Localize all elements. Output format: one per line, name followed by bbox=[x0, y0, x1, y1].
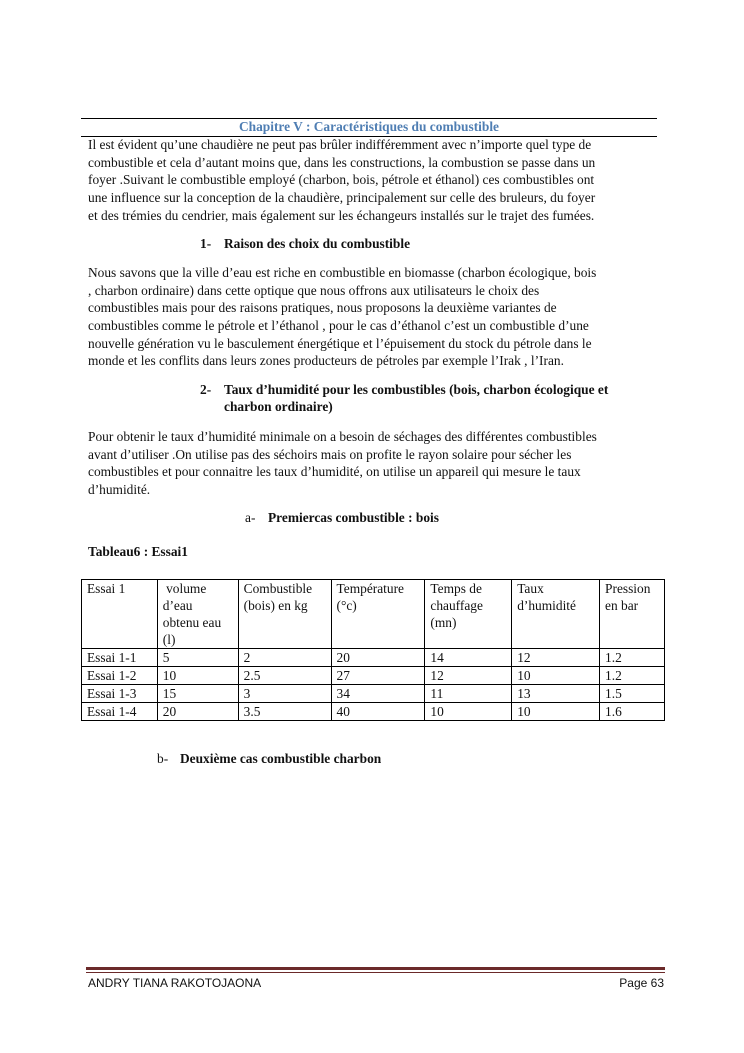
header-line: chauffage bbox=[430, 598, 483, 613]
table-cell: 1.6 bbox=[600, 703, 665, 721]
table-cell: 15 bbox=[157, 685, 238, 703]
footer-rule-thick bbox=[86, 967, 665, 970]
table-header-cell bbox=[425, 580, 512, 649]
header-line: Taux bbox=[517, 581, 544, 596]
table-cell: 1.2 bbox=[600, 649, 665, 667]
table-cell: 3 bbox=[238, 685, 331, 703]
paragraph-line: , charbon ordinaire) dans cette optique que nous offrons aux utilisateurs le choix des bbox=[88, 282, 540, 298]
table-cell: 10 bbox=[157, 667, 238, 685]
paragraph-line: d’humidité. bbox=[88, 482, 151, 498]
paragraph-line: foyer .Suivant le combustible employé (charbon, bois, pétrole et éthanol) ces combustibles ont bbox=[88, 172, 595, 188]
table-row bbox=[82, 649, 665, 667]
table-cell: 2 bbox=[238, 649, 331, 667]
paragraph-line: avant d’utiliser .On utilise pas des séchoirs mais on profite le rayon solaire pour sécher les bbox=[88, 446, 572, 462]
table-header-cell bbox=[82, 580, 158, 649]
subheading-b-number: b- bbox=[157, 751, 169, 766]
header-line: Essai 1 bbox=[87, 581, 126, 596]
paragraph-line: Nous savons que la ville d’eau est riche en combustible en biomasse (charbon écologique, bois bbox=[88, 265, 597, 280]
paragraph-line: combustibles et pour connaitre les taux d’humidité, on utilise un appareil qui mesure le taux bbox=[88, 464, 581, 480]
table-header-cell bbox=[157, 580, 238, 649]
table-row bbox=[82, 685, 665, 703]
table-header-cell bbox=[512, 580, 600, 649]
table-header-cell bbox=[331, 580, 425, 649]
table-row bbox=[82, 703, 665, 721]
table-cell: 1.2 bbox=[600, 667, 665, 685]
essai-table bbox=[81, 579, 665, 721]
subheading-a: Premiercas combustible : bois bbox=[268, 510, 439, 525]
paragraph-line: combustible et cela d’autant moins que, dans les constructions, la combustion se passe dans un bbox=[88, 154, 596, 170]
table-cell: 5 bbox=[157, 649, 238, 667]
paragraph-choice bbox=[88, 264, 658, 370]
table-cell: 14 bbox=[425, 649, 512, 667]
table-cell: 34 bbox=[331, 685, 425, 703]
paragraph-line: et des trémies du cendrier, mais également sur les échangeurs installés sur le trajet des fumées. bbox=[88, 207, 595, 223]
paragraph-intro bbox=[88, 136, 658, 224]
header-line: (°c) bbox=[336, 598, 357, 613]
table-cell: 12 bbox=[512, 649, 600, 667]
table-header-cell bbox=[600, 580, 665, 649]
header-line: (l) bbox=[162, 632, 176, 647]
table-header-row bbox=[82, 580, 665, 649]
footer-page-number: Page 63 bbox=[619, 976, 664, 990]
header-line: Pression bbox=[605, 581, 651, 596]
paragraph-line: combustibles mais pour des raisons pratiques, nous proposons la deuxième variantes de bbox=[88, 300, 557, 316]
paragraph-line: Il est évident qu’une chaudière ne peut pas brûler indifféremment avec n’importe quel type de bbox=[88, 137, 592, 152]
paragraph-humidity bbox=[88, 428, 658, 499]
table-cell: Essai 1-1 bbox=[82, 649, 158, 667]
table-row bbox=[82, 667, 665, 685]
table-cell: 10 bbox=[512, 703, 600, 721]
header-line: (bois) en kg bbox=[243, 598, 308, 613]
table-cell: 3.5 bbox=[238, 703, 331, 721]
heading-2-number: 2- bbox=[200, 382, 212, 397]
table-cell: Essai 1-3 bbox=[82, 685, 158, 703]
paragraph-line: une influence sur la conception de la chaudière, principalement sur celle des bruleurs, du foyer bbox=[88, 190, 596, 206]
table-cell: Essai 1-2 bbox=[82, 667, 158, 685]
table-cell: 13 bbox=[512, 685, 600, 703]
table-cell: 10 bbox=[425, 703, 512, 721]
table-cell: 10 bbox=[512, 667, 600, 685]
header-line: Combustible bbox=[243, 581, 313, 596]
header-line: d’humidité bbox=[517, 598, 576, 613]
table-cell: 20 bbox=[331, 649, 425, 667]
paragraph-line: monde et les conflits dans leurs zones producteurs de pétroles par exemple l’Irak , l’Iran. bbox=[88, 353, 564, 369]
table-header-cell bbox=[238, 580, 331, 649]
footer-author: ANDRY TIANA RAKOTOJAONA bbox=[88, 976, 262, 990]
header-line: Température bbox=[336, 581, 404, 596]
header-line: (mn) bbox=[430, 615, 457, 630]
heading-2-line2: charbon ordinaire) bbox=[224, 399, 333, 414]
header-line: obtenu eau bbox=[162, 615, 222, 630]
header-line: en bar bbox=[605, 598, 639, 613]
heading-1-number: 1- bbox=[200, 236, 212, 251]
table-cell: 20 bbox=[157, 703, 238, 721]
footer-rule-thin bbox=[86, 972, 665, 973]
subheading-a-number: a- bbox=[245, 510, 256, 525]
table-cell: 2.5 bbox=[238, 667, 331, 685]
table-cell: 11 bbox=[425, 685, 512, 703]
header-line: d’eau bbox=[162, 598, 193, 613]
table-cell: 1.5 bbox=[600, 685, 665, 703]
heading-1: Raison des choix du combustible bbox=[224, 236, 411, 251]
paragraph-line: Pour obtenir le taux d’humidité minimale on a besoin de séchages des différentes combustibles bbox=[88, 429, 597, 444]
table-cell: Essai 1-4 bbox=[82, 703, 158, 721]
heading-2-line1: Taux d’humidité pour les combustibles (bois, charbon écologique et bbox=[224, 382, 609, 397]
table-cell: 40 bbox=[331, 703, 425, 721]
chapter-title: Chapitre V : Caractéristiques du combustible bbox=[238, 119, 499, 134]
paragraph-line: nouvelle génération vu le basculement énergétique et l’épuisement du stock du pétrole dans le bbox=[88, 335, 592, 351]
table-cell: 27 bbox=[331, 667, 425, 685]
paragraph-line: combustibles comme le pétrole et l’éthanol , pour le cas d’éthanol c’est un combustible d’une bbox=[88, 318, 589, 334]
header-line: volume bbox=[162, 581, 207, 596]
header-line: Temps de bbox=[430, 581, 482, 596]
subheading-b: Deuxième cas combustible charbon bbox=[180, 751, 382, 766]
table-cell: 12 bbox=[425, 667, 512, 685]
table-caption: Tableau6 : Essai1 bbox=[88, 544, 188, 559]
